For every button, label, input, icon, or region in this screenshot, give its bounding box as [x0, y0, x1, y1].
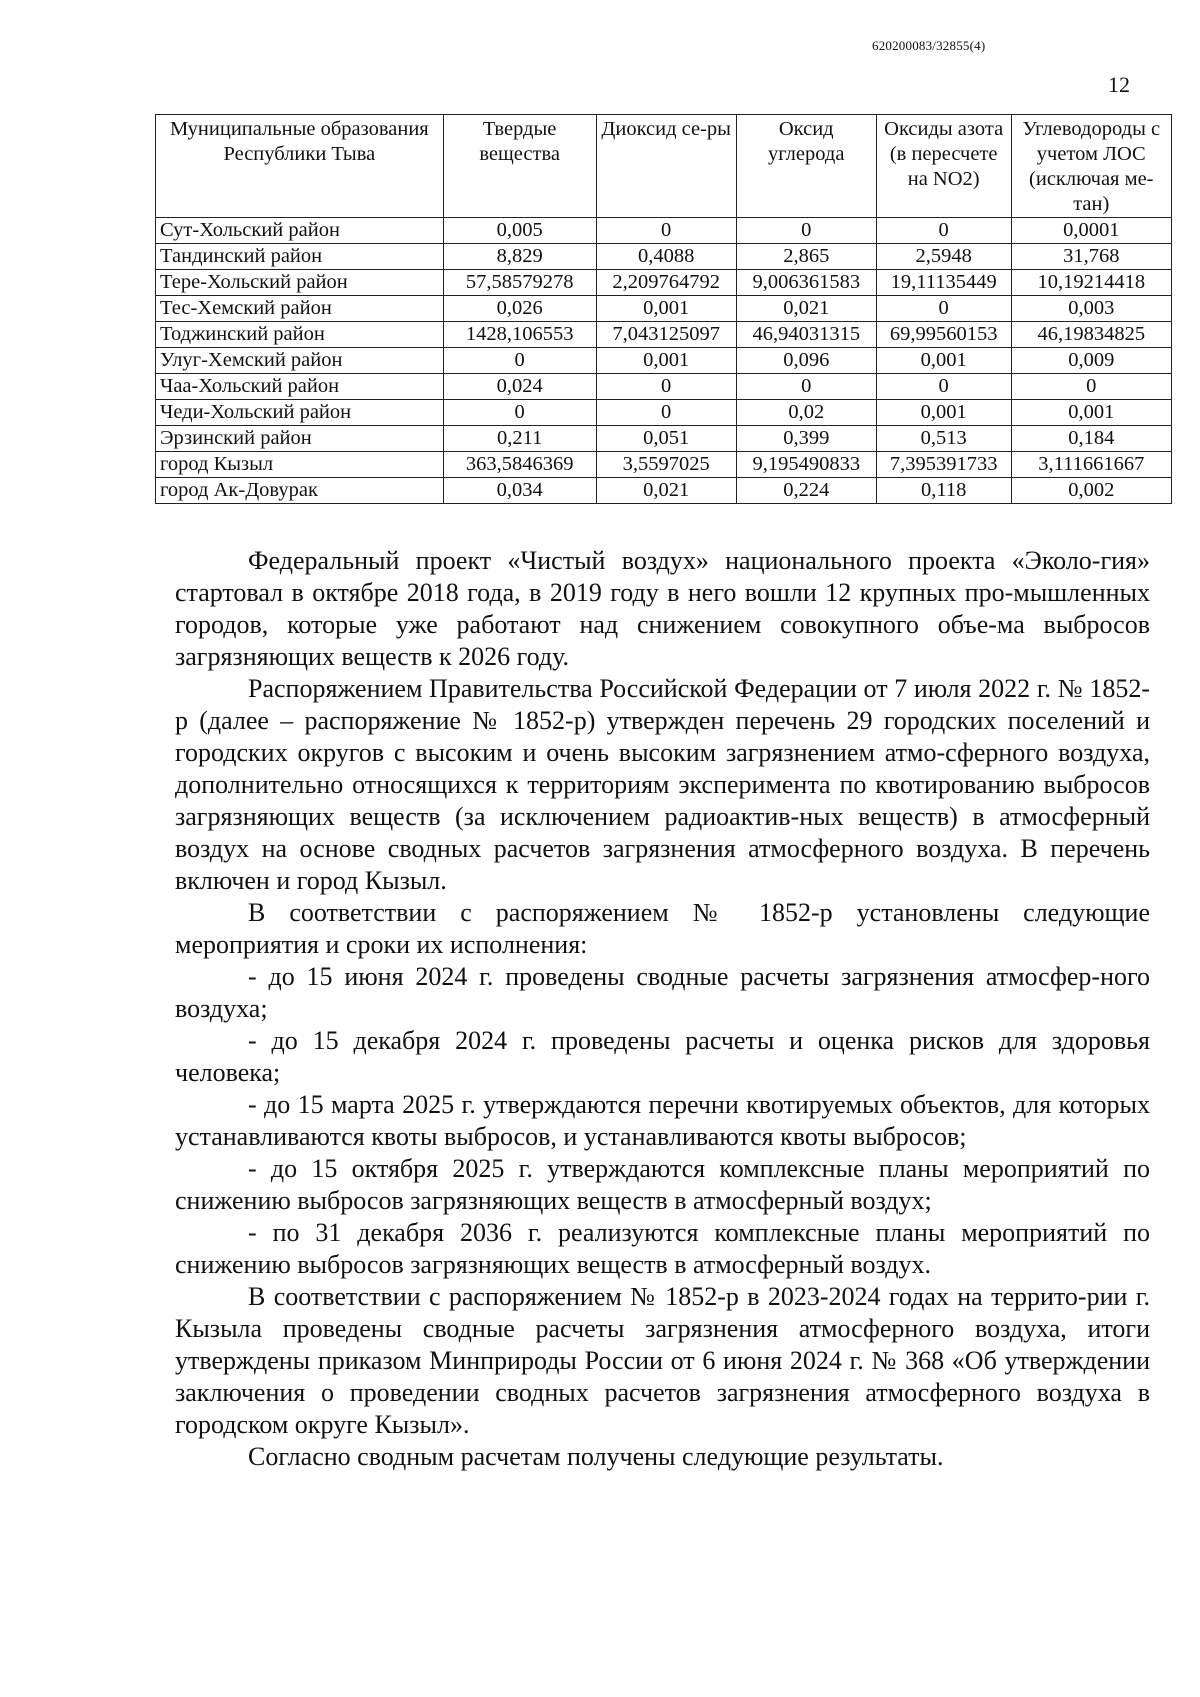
table-cell: 3,111661667	[1011, 452, 1171, 478]
table-cell: 1428,106553	[443, 322, 596, 348]
list-item: - по 31 декабря 2036 г. реализуются комплексные планы мероприятий по снижению выбросов загрязняющих веществ в атмосферный воздух.	[175, 1218, 1150, 1279]
table-cell: 0,003	[1011, 296, 1171, 322]
page-number: 12	[1108, 72, 1130, 97]
table-row	[156, 426, 1172, 452]
table-cell: 0,184	[1011, 426, 1171, 452]
document-code: 620200083/32855(4)	[872, 38, 986, 53]
table-cell: 0,001	[596, 296, 736, 322]
paragraph: Согласно сводным расчетам получены следующие результаты.	[248, 1442, 944, 1471]
table-cell: 8,829	[443, 244, 596, 270]
table-cell: 363,5846369	[443, 452, 596, 478]
table-row	[156, 270, 1172, 296]
paragraph: Федеральный проект «Чистый воздух» национального проекта «Эколо-гия» стартовал в октябре 2018 года, в 2019 году в него вошли 12 крупных про-мышленных городов, которые уже работают над снижением совокупного объе-ма выбросов загрязняющих веществ к 2026 году.	[175, 546, 1150, 671]
row-label: Тере-Хольский район	[156, 270, 444, 296]
table-cell: 0,001	[1011, 400, 1171, 426]
column-header-solids: Твердые вещества	[443, 115, 596, 218]
table-cell: 0,001	[876, 400, 1011, 426]
row-label: город Ак-Довурак	[156, 478, 444, 504]
table-row	[156, 218, 1172, 244]
row-label: Тоджинский район	[156, 322, 444, 348]
table-cell: 0	[876, 218, 1011, 244]
list-item: - до 15 октября 2025 г. утверждаются комплексные планы мероприятий по снижению выбросов загрязняющих веществ в атмосферный воздух;	[175, 1154, 1150, 1215]
table-cell: 0,4088	[596, 244, 736, 270]
table-cell: 0,034	[443, 478, 596, 504]
table-cell: 0,02	[736, 400, 876, 426]
table-cell: 9,195490833	[736, 452, 876, 478]
paragraph: Распоряжением Правительства Российской Федерации от 7 июля 2022 г. № 1852-р (далее – распоряжение № 1852-р) утвержден перечень 29 городских поселений и городских округов с высоким и очень высоким загрязнением атмо-сферного воздуха, дополнительно относящихся к территориям эксперимента по квотированию выбросов загрязняющих веществ (за исключением радиоактив-ных веществ) в атмосферный воздух на основе сводных расчетов загрязнения атмосферного воздуха. В перечень включен и город Кызыл.	[175, 674, 1150, 895]
row-label: Чаа-Хольский район	[156, 374, 444, 400]
paragraph: В соответствии с распоряжением № 1852-р в 2023-2024 годах на террито-рии г. Кызыла проведены сводные расчеты загрязнения атмосферного воздуха, итоги утверждены приказом Минприроды России от 6 июня 2024 г. № 368 «Об утверждении заключения о проведении сводных расчетов загрязнения атмосферного воздуха в городском округе Кызыл».	[175, 1282, 1150, 1439]
row-label: Тес-Хемский район	[156, 296, 444, 322]
table-cell: 69,99560153	[876, 322, 1011, 348]
table-cell: 0,009	[1011, 348, 1171, 374]
table-row	[156, 452, 1172, 478]
table-cell: 0	[876, 296, 1011, 322]
column-header-sulfur-dioxide: Диоксид се-ры	[596, 115, 736, 218]
table-cell: 2,209764792	[596, 270, 736, 296]
table-cell: 0,399	[736, 426, 876, 452]
table-cell: 0	[443, 400, 596, 426]
table-cell: 31,768	[1011, 244, 1171, 270]
table-cell: 0	[596, 400, 736, 426]
table-cell: 2,865	[736, 244, 876, 270]
table-cell: 0,005	[443, 218, 596, 244]
table-cell: 0,224	[736, 478, 876, 504]
list-item: - до 15 марта 2025 г. утверждаются перечни квотируемых объектов, для которых устанавливаются квоты выбросов, и устанавливаются квоты выбросов;	[175, 1090, 1150, 1151]
table-cell: 0,021	[736, 296, 876, 322]
table-cell: 0,024	[443, 374, 596, 400]
table-row	[156, 244, 1172, 270]
table-cell: 0,051	[596, 426, 736, 452]
table-row	[156, 374, 1172, 400]
table-cell: 46,19834825	[1011, 322, 1171, 348]
table-cell: 19,11135449	[876, 270, 1011, 296]
table-cell: 0,002	[1011, 478, 1171, 504]
table-cell: 10,19214418	[1011, 270, 1171, 296]
table-cell: 0,118	[876, 478, 1011, 504]
table-cell: 0,096	[736, 348, 876, 374]
table-cell: 0,026	[443, 296, 596, 322]
paragraph: В соответствии с распоряжением № 1852-р установлены следующие мероприятия и сроки их исполнения:	[175, 898, 1150, 959]
row-label: Улуг-Хемский район	[156, 348, 444, 374]
column-header-nitrogen-oxides: Оксиды азота (в пересчете на NO2)	[876, 115, 1011, 218]
table-row	[156, 400, 1172, 426]
table-row	[156, 348, 1172, 374]
table-cell: 0	[876, 374, 1011, 400]
row-label: Сут-Хольский район	[156, 218, 444, 244]
table-header-row	[156, 115, 1172, 218]
table-cell: 0,001	[596, 348, 736, 374]
table-row	[156, 296, 1172, 322]
row-label: город Кызыл	[156, 452, 444, 478]
table-body	[156, 218, 1172, 504]
table-cell: 0	[596, 218, 736, 244]
table-cell: 0,513	[876, 426, 1011, 452]
table-cell: 0	[596, 374, 736, 400]
column-header-hydrocarbons: Углеводороды с учетом ЛОС (исключая ме-тан)	[1011, 115, 1171, 218]
table-cell: 2,5948	[876, 244, 1011, 270]
table-cell: 0,0001	[1011, 218, 1171, 244]
table-cell: 57,58579278	[443, 270, 596, 296]
table-cell: 9,006361583	[736, 270, 876, 296]
column-header-carbon-monoxide: Оксид углерода	[736, 115, 876, 218]
table-cell: 7,043125097	[596, 322, 736, 348]
table-row	[156, 478, 1172, 504]
table-cell: 0	[1011, 374, 1171, 400]
row-label: Тандинский район	[156, 244, 444, 270]
table-cell: 0	[736, 218, 876, 244]
table-cell: 0	[736, 374, 876, 400]
body-text	[175, 545, 1150, 1473]
table-cell: 46,94031315	[736, 322, 876, 348]
table-cell: 0,211	[443, 426, 596, 452]
column-header-municipality: Муниципальные образования Республики Тыва	[156, 115, 444, 218]
table-cell: 0,001	[876, 348, 1011, 374]
table-cell: 0,021	[596, 478, 736, 504]
table-cell: 0	[443, 348, 596, 374]
table-cell: 7,395391733	[876, 452, 1011, 478]
row-label: Чеди-Хольский район	[156, 400, 444, 426]
row-label: Эрзинский район	[156, 426, 444, 452]
table-cell: 3,5597025	[596, 452, 736, 478]
list-item: - до 15 декабря 2024 г. проведены расчеты и оценка рисков для здоровья человека;	[175, 1026, 1150, 1087]
list-item: - до 15 июня 2024 г. проведены сводные расчеты загрязнения атмосфер-ного воздуха;	[175, 962, 1150, 1023]
emissions-table	[155, 114, 1172, 504]
table-row	[156, 322, 1172, 348]
